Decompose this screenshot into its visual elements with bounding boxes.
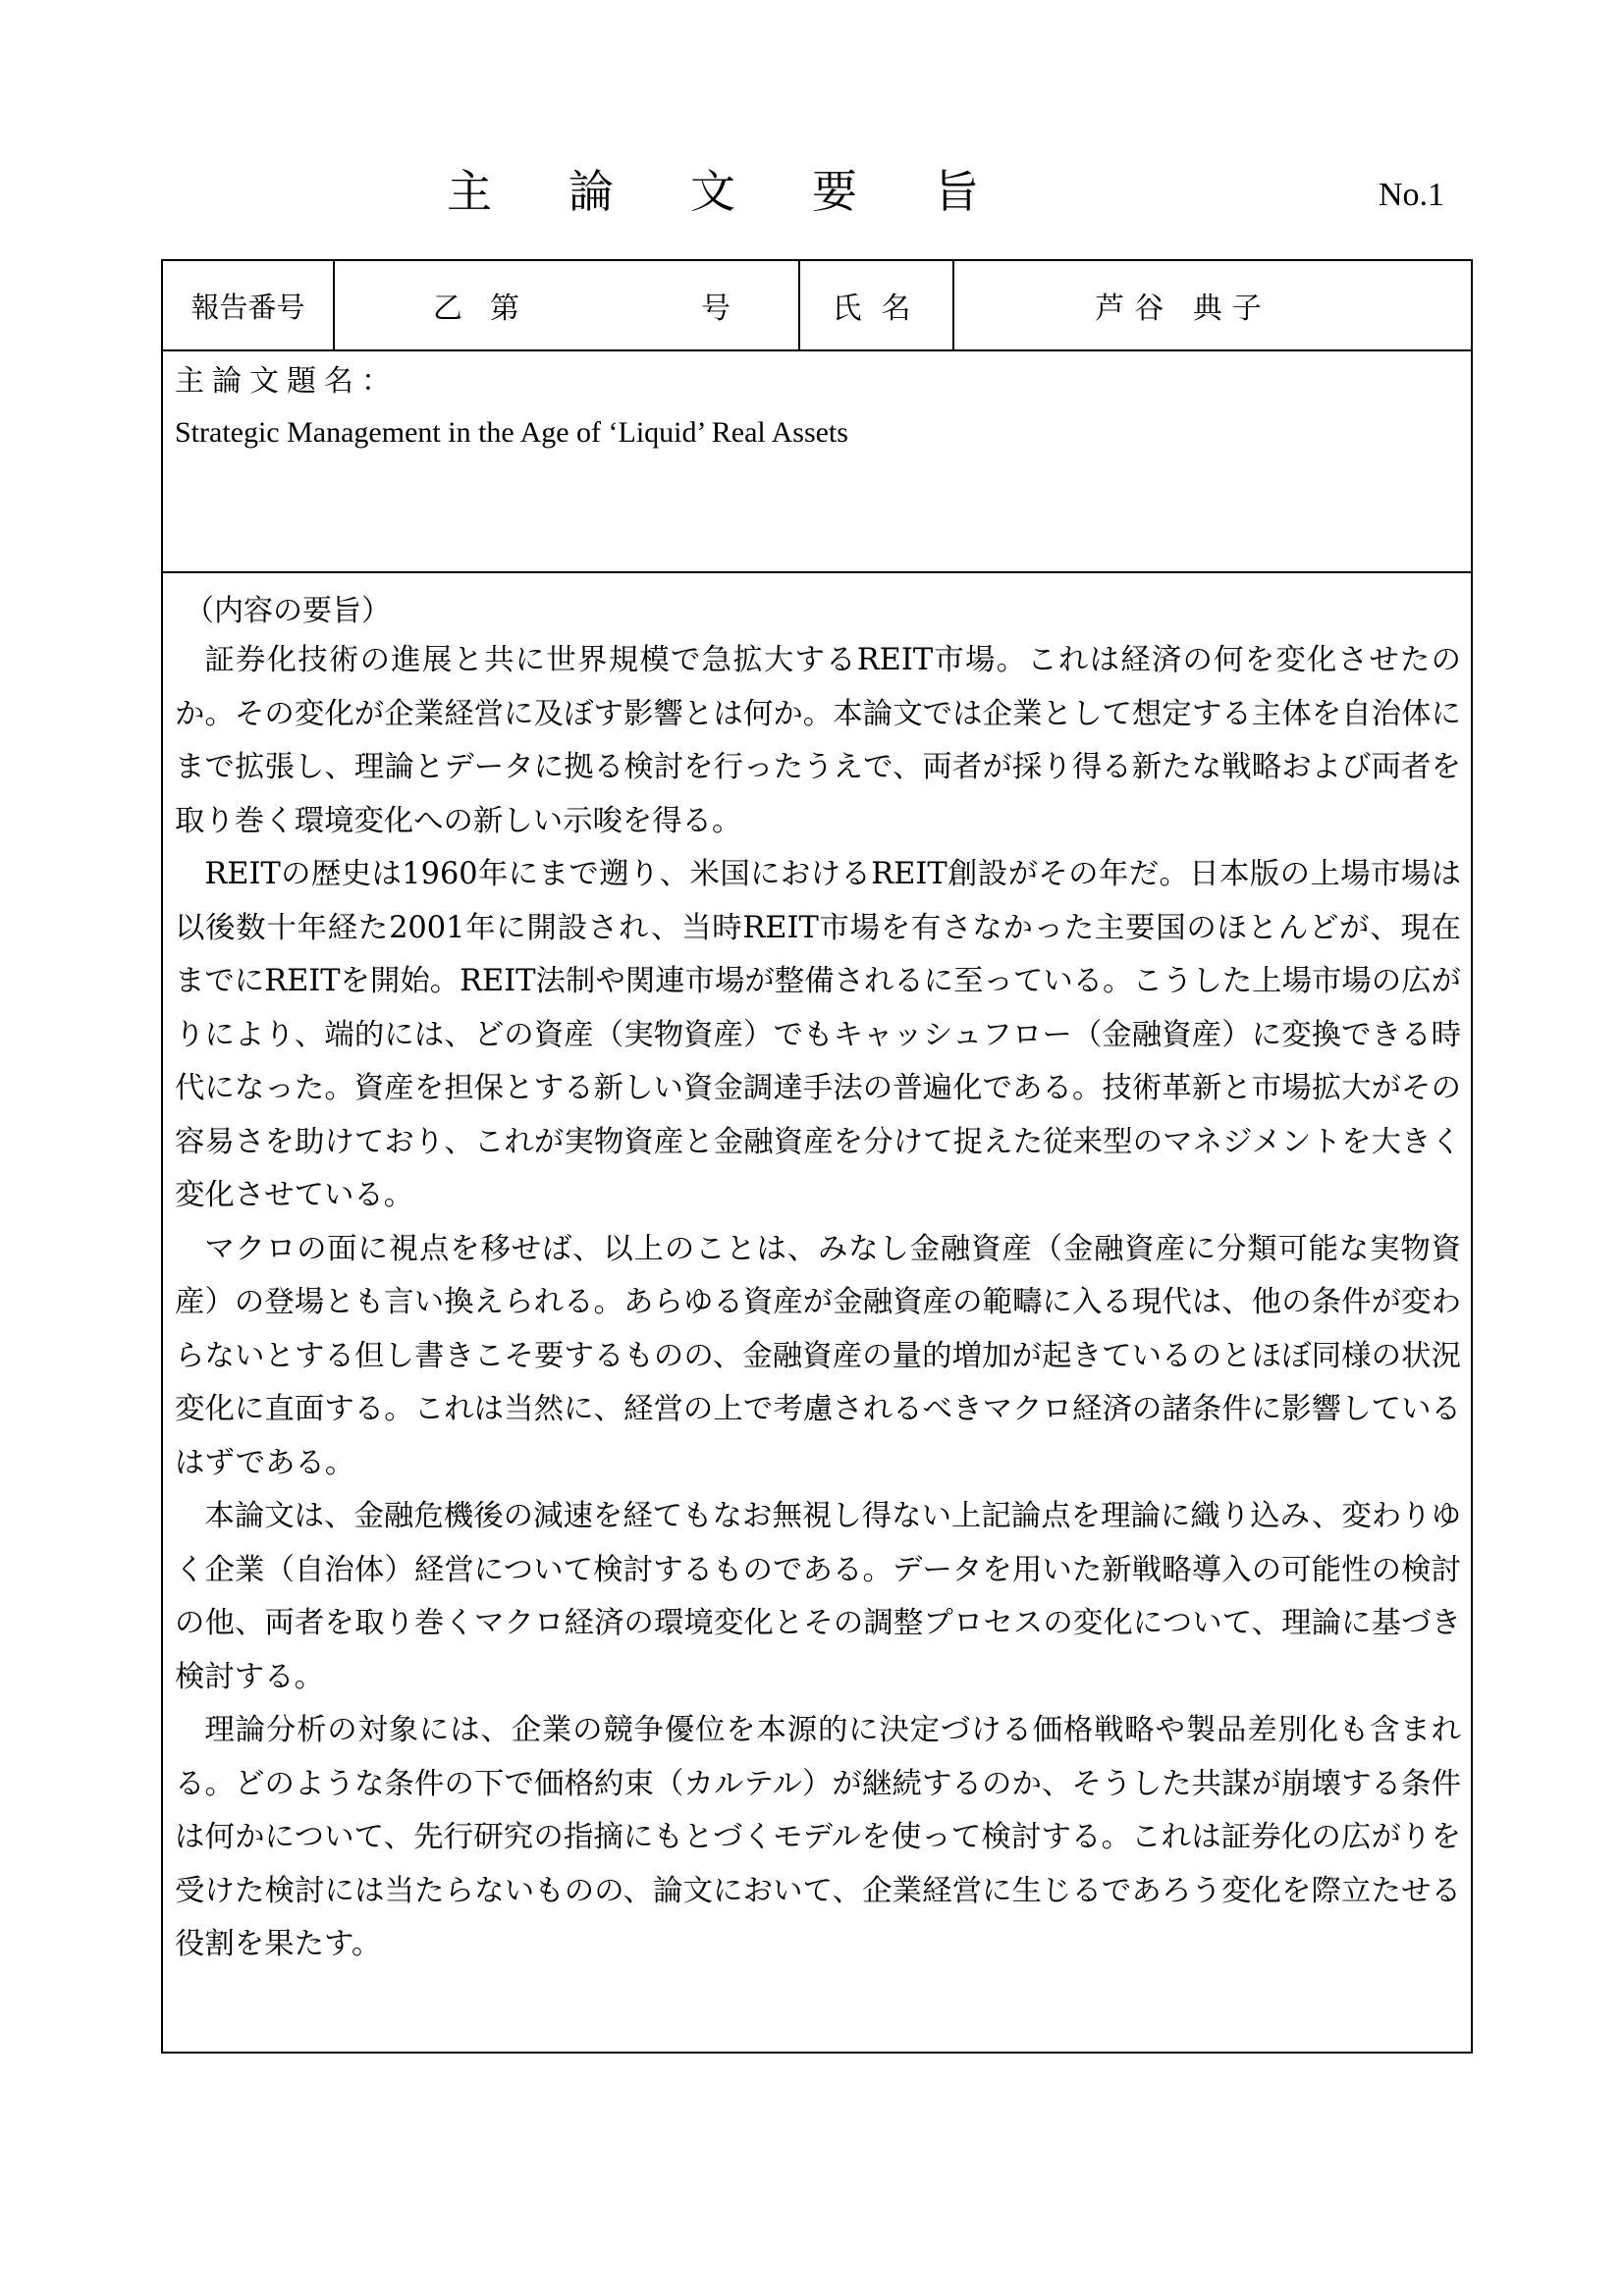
page-number: No.1 [1379, 177, 1445, 213]
page-header [0, 157, 1624, 226]
document-title: 主論文要旨 [447, 165, 1056, 218]
report-number-dai: 第 [490, 292, 519, 326]
summary-section [163, 573, 1471, 2052]
thesis-title: Strategic Management in the Age of ‘Liquid’ Real Assets [175, 416, 848, 449]
summary-paragraph: 本論文は、金融危機後の減速を経てもなお無視し得ない上記論点を理論に織り込み、変わりゆく企業（自治体）経営について検討するものである。データを用いた新戦略導入の可能性の検討の他、両者を取り巻くマクロ経済の環境変化とその調整プロセスの変化について、理論に基づき検討する。 [175, 1499, 1461, 1694]
summary-paragraph: 証券化技術の進展と共に世界規模で急拡大するREIT市場。これは経済の何を変化させたのか。その変化が企業経営に及ぼす影響とは何か。本論文では企業として想定する主体を自治体にまで拡張し、理論とデータに拠る検討を行ったうえで、両者が採り得る新たな戦略および両者を取り巻く環境変化への新しい示唆を得る。 [175, 643, 1461, 838]
report-number-label: 報告番号 [163, 261, 335, 349]
summary-paragraph: 理論分析の対象には、企業の競争優位を本源的に決定づける価格戦略や製品差別化も含まれる。どのような条件の下で価格約束（カルテル）が継続するのか、そうした共謀が崩壊する条件は何かについて、先行研究の指摘にもとづくモデルを使って検討する。これは証券化の広がりを受けた検討には当たらないものの、論文において、企業経営に生じるであろう変化を際立たせる役割を果たす。 [175, 1713, 1461, 1961]
author-name: 芦谷 典子 [1095, 292, 1272, 326]
summary-paragraph: REITの歴史は1960年にまで遡り、米国におけるREIT創設がその年だ。日本版の上場市場は以後数十年経た2001年に開設され、当時REIT市場を有さなかった主要国のほとんどが、現在までにREITを開始。REIT法制や関連市場が整備されるに至っている。こうした上場市場の広がりにより、端的には、どの資産（実物資産）でもキャッシュフロー（金融資産）に変換できる時代になった。資産を担保とする新しい資金調達手法の普遍化である。技術革新と市場拡大がその容易さを助けており、これが実物資産と金融資産を分けて捉えた従来型のマネジメントを大きく変化させている。 [175, 857, 1461, 1212]
name-label: 氏名 [800, 261, 954, 349]
summary-paragraph: マクロの面に視点を移せば、以上のことは、みなし金融資産（金融資産に分類可能な実物資産）の登場とも言い換えられる。あらゆる資産が金融資産の範疇に入る現代は、他の条件が変わらないとする但し書きこそ要するものの、金融資産の量的増加が起きているのとほぼ同様の状況変化に直面する。これは当然に、経営の上で考慮されるべきマクロ経済の諸条件に影響しているはずである。 [175, 1231, 1461, 1480]
thesis-title-label: 主論文題名： [175, 364, 399, 399]
thesis-title-section [163, 351, 1471, 573]
report-row [163, 261, 1471, 351]
report-number-prefix: 乙 [433, 292, 462, 326]
report-number-field [335, 261, 800, 349]
summary-heading: （内容の要旨） [185, 594, 391, 628]
summary-form [161, 259, 1473, 2054]
report-number-go: 号 [701, 292, 731, 326]
